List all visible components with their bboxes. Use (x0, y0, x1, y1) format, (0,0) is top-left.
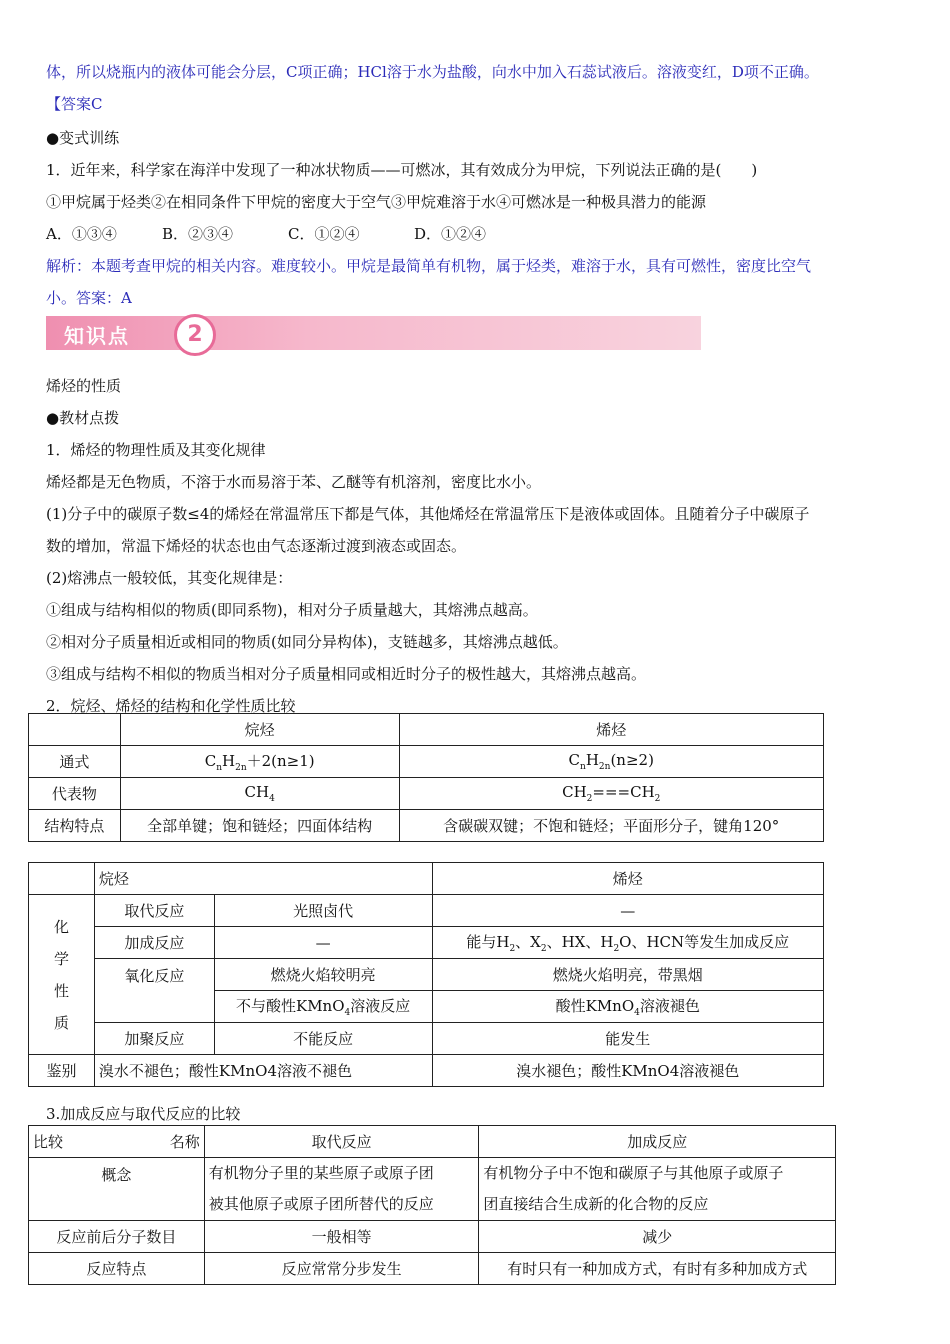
text-line: (2)熔沸点一般较低，其变化规律是： (46, 569, 293, 587)
subheading: 2．烷烃、烯烃的结构和化学性质比较 (46, 697, 296, 715)
banner-title: 知识点 (64, 324, 130, 348)
table-row (29, 778, 824, 810)
table-cell: — (214, 927, 432, 959)
row-label: 反应前后分子数目 (29, 1221, 205, 1253)
table-row (29, 1158, 836, 1221)
table-row (29, 863, 824, 895)
table-header-corner: 比较 名称 (29, 1126, 205, 1158)
table-row (29, 810, 824, 842)
row-label: 氧化反应 (94, 959, 214, 1023)
text-line: 数的增加，常温下烯烃的状态也由气态逐渐过渡到液态或固态。 (46, 537, 467, 555)
table-row (29, 1253, 836, 1285)
row-label-side: 化 学 性 质 (29, 895, 95, 1055)
topic-title: 烯烃的性质 (46, 377, 122, 395)
table-cell: $C_nH_{2n}(n\ge 2)$ (399, 746, 824, 778)
option-d: D．①②④ (414, 225, 487, 243)
table-cell: 全部单键；饱和链烃；四面体结构 (120, 810, 399, 842)
table-cell: 有时只有一种加成方式，有时有多种加成方式 (479, 1253, 836, 1285)
text-line: ①组成与结构相似的物质(即同系物)，相对分子质量越大，其熔沸点越高。 (46, 601, 538, 619)
subheading: 3.加成反应与取代反应的比较 (46, 1105, 241, 1123)
table-cell: 减少 (479, 1221, 836, 1253)
row-label: 取代反应 (94, 895, 214, 927)
property-comparison-table (28, 862, 824, 1087)
table-cell (29, 863, 95, 895)
table-header: 烯烃 (399, 714, 824, 746)
table-cell: $CH_4$ (120, 778, 399, 810)
section-heading: ●变式训练 (46, 129, 120, 147)
row-label: 加聚反应 (94, 1023, 214, 1055)
table-cell: 含碳碳双键；不饱和链烃；平面形分子，键角120° (399, 810, 824, 842)
row-label: 通式 (29, 746, 121, 778)
table-header: 烯烃 (432, 863, 824, 895)
table-cell: 有机物分子中不饱和碳原子与其他原子或原子 团直接结合生成新的化合物的反应 (479, 1158, 836, 1221)
row-label: 反应特点 (29, 1253, 205, 1285)
table-cell: 反应常常分步发生 (204, 1253, 479, 1285)
text-line: 体，所以烧瓶内的液体可能会分层，C项正确；HCl溶于水为盐酸，向水中加入石蕊试液后。溶液变红，D项不正确。 (46, 63, 819, 81)
table-cell: 光照卤代 (214, 895, 432, 927)
table-cell: 溴水不褪色；酸性KMnO4溶液不褪色 (94, 1055, 432, 1087)
subheading: 1．烯烃的物理性质及其变化规律 (46, 441, 266, 459)
table-cell: 有机物分子里的某些原子或原子团 被其他原子或原子团所替代的反应 (204, 1158, 479, 1221)
explanation-line: 解析：本题考查甲烷的相关内容。难度较小。甲烷是最简单有机物，属于烃类，难溶于水，具有可燃性，密度比空气 (46, 257, 812, 275)
row-label: 结构特点 (29, 810, 121, 842)
row-label: 加成反应 (94, 927, 214, 959)
option-a: A．①③④ (46, 225, 117, 243)
row-label: 概念 (29, 1158, 205, 1221)
answer-line: 【答案C (46, 95, 103, 113)
table-row (29, 959, 824, 991)
table-cell: 燃烧火焰明亮，带黑烟 (432, 959, 824, 991)
table-row (29, 746, 824, 778)
table-cell: $CH_2===CH_2$ (399, 778, 824, 810)
table-cell: $C_nH_{2n}+2(n\ge 1)$ (120, 746, 399, 778)
table-cell: 燃烧火焰较明亮 (214, 959, 432, 991)
section-heading: ●教材点拨 (46, 409, 120, 427)
row-label: 代表物 (29, 778, 121, 810)
table-cell: — (432, 895, 824, 927)
table-header: 烷烃 (94, 863, 432, 895)
table-header: 加成反应 (479, 1126, 836, 1158)
question-statements: ①甲烷属于烃类②在相同条件下甲烷的密度大于空气③甲烷难溶于水④可燃冰是一种极具潜力的能源 (46, 193, 707, 211)
text-line: 烯烃都是无色物质，不溶于水而易溶于苯、乙醚等有机溶剂，密度比水小。 (46, 473, 542, 491)
table-header: 取代反应 (204, 1126, 479, 1158)
table-cell (29, 714, 121, 746)
table-cell: 溴水褪色；酸性KMnO4溶液褪色 (432, 1055, 824, 1087)
table-row (29, 927, 824, 959)
reaction-comparison-table (28, 1125, 836, 1285)
option-b: B．②③④ (162, 225, 234, 243)
table-row (29, 714, 824, 746)
table-cell: 一般相等 (204, 1221, 479, 1253)
table-cell: 能与$H_2$、$X_2$、HX、$H_2O$、HCN等发生加成反应 (432, 927, 824, 959)
table-cell: 不与酸性KMnO$_4$溶液反应 (214, 991, 432, 1023)
row-label: 鉴别 (29, 1055, 95, 1087)
text-line: (1)分子中的碳原子数≤4的烯烃在常温常压下都是气体，其他烯烃在常温常压下是液体或固体。且随着分子中碳原子 (46, 505, 810, 523)
knowledge-point-banner (46, 316, 701, 350)
text-line: ②相对分子质量相近或相同的物质(如同分异构体)，支链越多，其熔沸点越低。 (46, 633, 568, 651)
banner-number: 2 (174, 314, 216, 356)
explanation-answer: 小。答案：A (46, 289, 132, 307)
option-c: C．①②④ (288, 225, 360, 243)
table-header: 烷烃 (120, 714, 399, 746)
table-cell: 酸性KMnO$_4$溶液褪色 (432, 991, 824, 1023)
table-cell: 能发生 (432, 1023, 824, 1055)
table-row (29, 1126, 836, 1158)
table-cell: 不能反应 (214, 1023, 432, 1055)
question-text: 1．近年来，科学家在海洋中发现了一种冰状物质——可燃冰，其有效成分为甲烷，下列说法正确的是( ) (46, 161, 758, 179)
table-row (29, 1023, 824, 1055)
structure-comparison-table (28, 713, 824, 842)
text-line: ③组成与结构不相似的物质当相对分子质量相同或相近时分子的极性越大，其熔沸点越高。 (46, 665, 647, 683)
table-row (29, 1055, 824, 1087)
table-row (29, 895, 824, 927)
table-row (29, 1221, 836, 1253)
